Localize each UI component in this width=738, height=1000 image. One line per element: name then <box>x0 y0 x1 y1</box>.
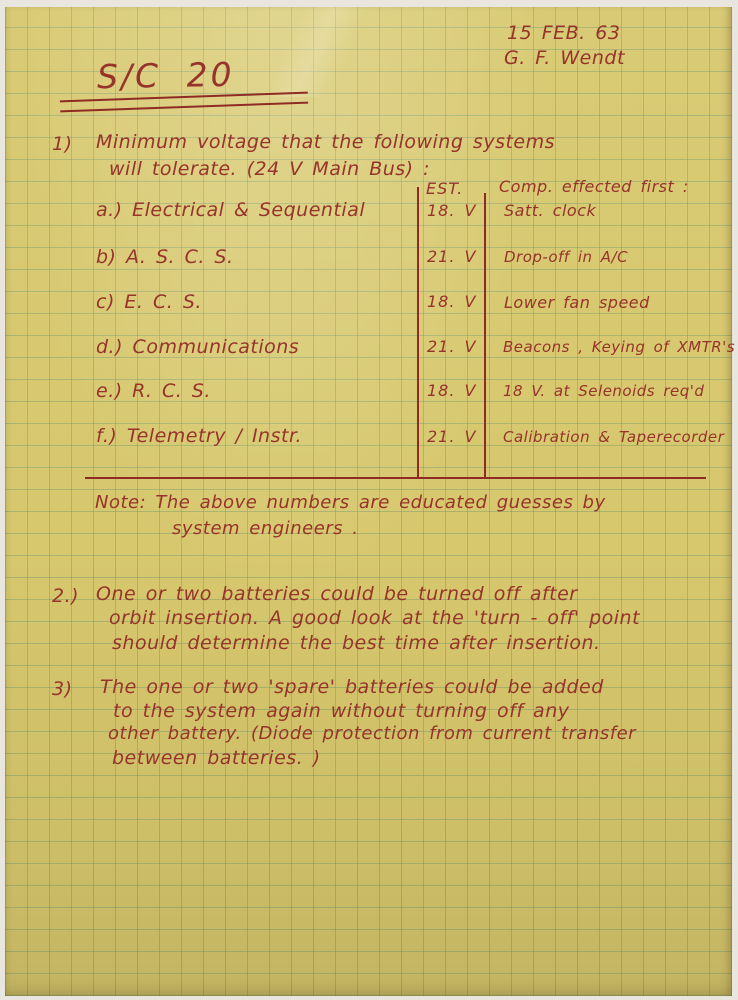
est-voltage: 21. V <box>427 247 477 266</box>
component-effected: Beacons , Keying of XMTR's <box>503 338 736 356</box>
item-1-line-2: will tolerate. (24 V Main Bus) : <box>109 158 431 180</box>
system-label: a.) Electrical & Sequential <box>96 199 366 221</box>
component-effected: Drop-off in A/C <box>504 248 629 266</box>
item-3-line-2: to the system again without turning off any <box>113 700 570 722</box>
item-3-line-3: other battery. (Diode protection from current transfer <box>108 723 637 744</box>
table-divider-left <box>417 187 419 479</box>
est-voltage: 18. V <box>427 201 477 220</box>
item-2-line-1: One or two batteries could be turned off after <box>96 583 578 605</box>
item-1-line-1: Minimum voltage that the following systems <box>96 131 556 153</box>
est-voltage: 21. V <box>427 427 477 446</box>
component-effected: 18 V. at Selenoids req'd <box>503 382 705 400</box>
note-line-2: system engineers . <box>172 518 359 539</box>
item-2-line-2: orbit insertion. A good look at the 'turn - off' point <box>109 607 641 629</box>
est-voltage: 18. V <box>427 292 477 311</box>
component-effected: Lower fan speed <box>504 293 650 312</box>
system-label: c) E. C. S. <box>96 291 202 313</box>
table-bottom-rule <box>85 477 706 479</box>
item-2-number: 2.) <box>52 585 80 607</box>
item-3-line-4: between batteries. ) <box>112 747 321 769</box>
system-label: d.) Communications <box>96 336 300 358</box>
component-effected: Satt. clock <box>504 201 597 220</box>
system-label: f.) Telemetry / Instr. <box>96 425 303 447</box>
table-divider-right <box>484 193 486 479</box>
paper-sheen <box>255 7 375 97</box>
page-title: S/C 20 <box>96 54 235 97</box>
system-label: b) A. S. C. S. <box>96 246 234 268</box>
note-line-1: Note: The above numbers are educated guesses by <box>95 492 606 513</box>
component-effected: Calibration & Taperecorder <box>503 428 725 446</box>
table-header-comp: Comp. effected first : <box>499 177 689 196</box>
est-voltage: 21. V <box>427 337 477 356</box>
item-2-line-3: should determine the best time after insertion. <box>112 632 601 654</box>
item-1-number: 1) <box>52 133 73 155</box>
item-3-line-1: The one or two 'spare' batteries could be added <box>100 676 604 698</box>
system-label: e.) R. C. S. <box>96 380 211 402</box>
item-3-number: 3) <box>52 678 73 700</box>
author-line: G. F. Wendt <box>504 47 625 69</box>
table-header-est: EST. <box>426 179 464 198</box>
est-voltage: 18. V <box>427 381 477 400</box>
date-line: 15 FEB. 63 <box>507 22 621 44</box>
